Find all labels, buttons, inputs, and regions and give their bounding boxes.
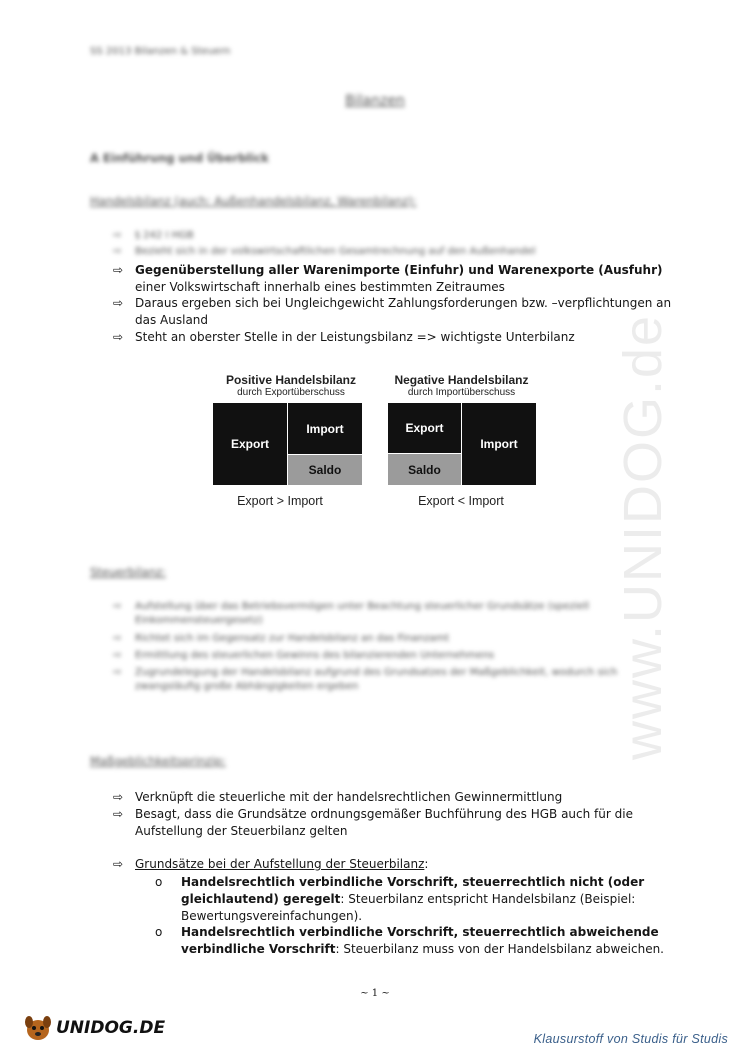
handelsbilanz-heading: Handelsbilanz (auch: Außenhandelsbilanz, Warenbilanz):	[90, 194, 417, 208]
arrow-right-icon: ⇨	[113, 633, 122, 644]
diagram-caption: Export < Import	[418, 494, 504, 508]
arrow-right-icon: ⇨	[113, 296, 124, 310]
diagram-subtitle: durch Exportüberschuss	[237, 387, 345, 398]
list-item: ⇨ Ermittlung des steuerlichen Gewinns des bilanzierenden Unternehmens	[113, 650, 495, 661]
arrow-right-icon: ⇨	[113, 667, 122, 678]
saldo-block: Saldo	[388, 454, 461, 485]
watermark: www.UNIDOG.de	[613, 313, 673, 760]
circle-bullet-icon: o	[155, 875, 163, 889]
negative-balance-diagram	[384, 373, 539, 398]
steuerbilanz-heading: Steuerbilanz:	[90, 565, 166, 579]
footer-slogan: Klausurstoff von Studis für Studis	[533, 1032, 728, 1046]
arrow-right-icon: ⇨	[113, 790, 124, 804]
saldo-block: Saldo	[288, 455, 362, 485]
diagram-subtitle: durch Importüberschuss	[407, 387, 516, 398]
list-item: ⇨ Steht an oberster Stelle in der Leistungsbilanz => wichtigste Unterbilanz	[113, 330, 575, 344]
circle-bullet-icon: o	[155, 925, 163, 939]
diagram-title: Negative Handelsbilanz	[394, 373, 529, 387]
unidog-logo	[22, 1012, 165, 1044]
section-a-heading: A Einführung und Überblick	[90, 151, 269, 165]
arrow-right-icon: ⇨	[113, 263, 124, 277]
list-item: ⇨ Verknüpft die steuerliche mit der handelsrechtlichen Gewinnermittlung	[113, 790, 563, 804]
diagram-caption: Export > Import	[237, 494, 323, 508]
page-number: ~ 1 ~	[360, 988, 390, 999]
list-item: ⇨ Richtet sich im Gegensatz zur Handelsbilanz an das Finanzamt	[113, 633, 450, 644]
list-item: ⇨ § 242 I HGB	[113, 230, 194, 241]
document-header: SS 2013 Bilanzen & Steuern	[90, 46, 231, 57]
diagram-title: Positive Handelsbilanz	[225, 373, 357, 387]
list-item: ⇨ Daraus ergeben sich bei Ungleichgewicht Zahlungsforderungen bzw. –verpflichtungen an das Ausland	[113, 296, 672, 327]
import-block: Import	[462, 403, 536, 485]
list-item: ⇨ Aufstellung über das Betriebsvermögen unter Beachtung steuerlicher Grundsätze (speziell Einkommensteuergesetz)	[113, 601, 590, 626]
page-title: Bilanzen	[345, 93, 405, 109]
dog-mascot-icon	[22, 1012, 54, 1044]
arrow-right-icon: ⇨	[113, 330, 124, 344]
list-item: ⇨ Bezieht sich in der volkswirtschaftlichen Gesamtrechnung auf den Außenhandel	[113, 246, 536, 257]
sub-list-item: o Handelsrechtlich verbindliche Vorschrift, steuerrechtlich nicht (oder gleichlautend) geregelt: Steuerbilanz entspricht Handelsbilanz (Beispiel: Bewertungsvereinfachungen).	[155, 875, 645, 923]
export-block: Export	[213, 403, 287, 485]
list-item: ⇨ Besagt, dass die Grundsätze ordnungsgemäßer Buchführung des HGB auch für die Aufstellung der Steuerbilanz gelten	[113, 807, 633, 838]
arrow-right-icon: ⇨	[113, 230, 122, 241]
logo-text: UNIDOG.DE	[56, 1018, 166, 1038]
export-block: Export	[388, 403, 461, 453]
arrow-right-icon: ⇨	[113, 807, 124, 821]
arrow-right-icon: ⇨	[113, 601, 122, 612]
list-item: ⇨ Grundsätze bei der Aufstellung der Steuerbilanz:	[113, 857, 429, 871]
massgeblichkeit-heading: Maßgeblichkeitsprinzip:	[90, 754, 226, 768]
list-item: ⇨ Gegenüberstellung aller Warenimporte (Einfuhr) und Warenexporte (Ausfuhr) einer Volkswirtschaft innerhalb eines bestimmten Zeitraumes	[113, 263, 663, 294]
positive-balance-diagram	[212, 373, 370, 398]
list-item: ⇨ Zugrundelegung der Handelsbilanz aufgrund des Grundsatzes der Maßgeblichkeit, wodurch sich zwangsläufig große Abhängigkeiten ergeben	[113, 667, 618, 692]
sub-list-item: o Handelsrechtlich verbindliche Vorschrift, steuerrechtlich abweichende verbindliche Vorschrift: Steuerbilanz muss von der Handelsbilanz abweichen.	[155, 925, 664, 956]
import-block: Import	[288, 403, 362, 454]
arrow-right-icon: ⇨	[113, 857, 124, 871]
arrow-right-icon: ⇨	[113, 246, 122, 257]
arrow-right-icon: ⇨	[113, 650, 122, 661]
